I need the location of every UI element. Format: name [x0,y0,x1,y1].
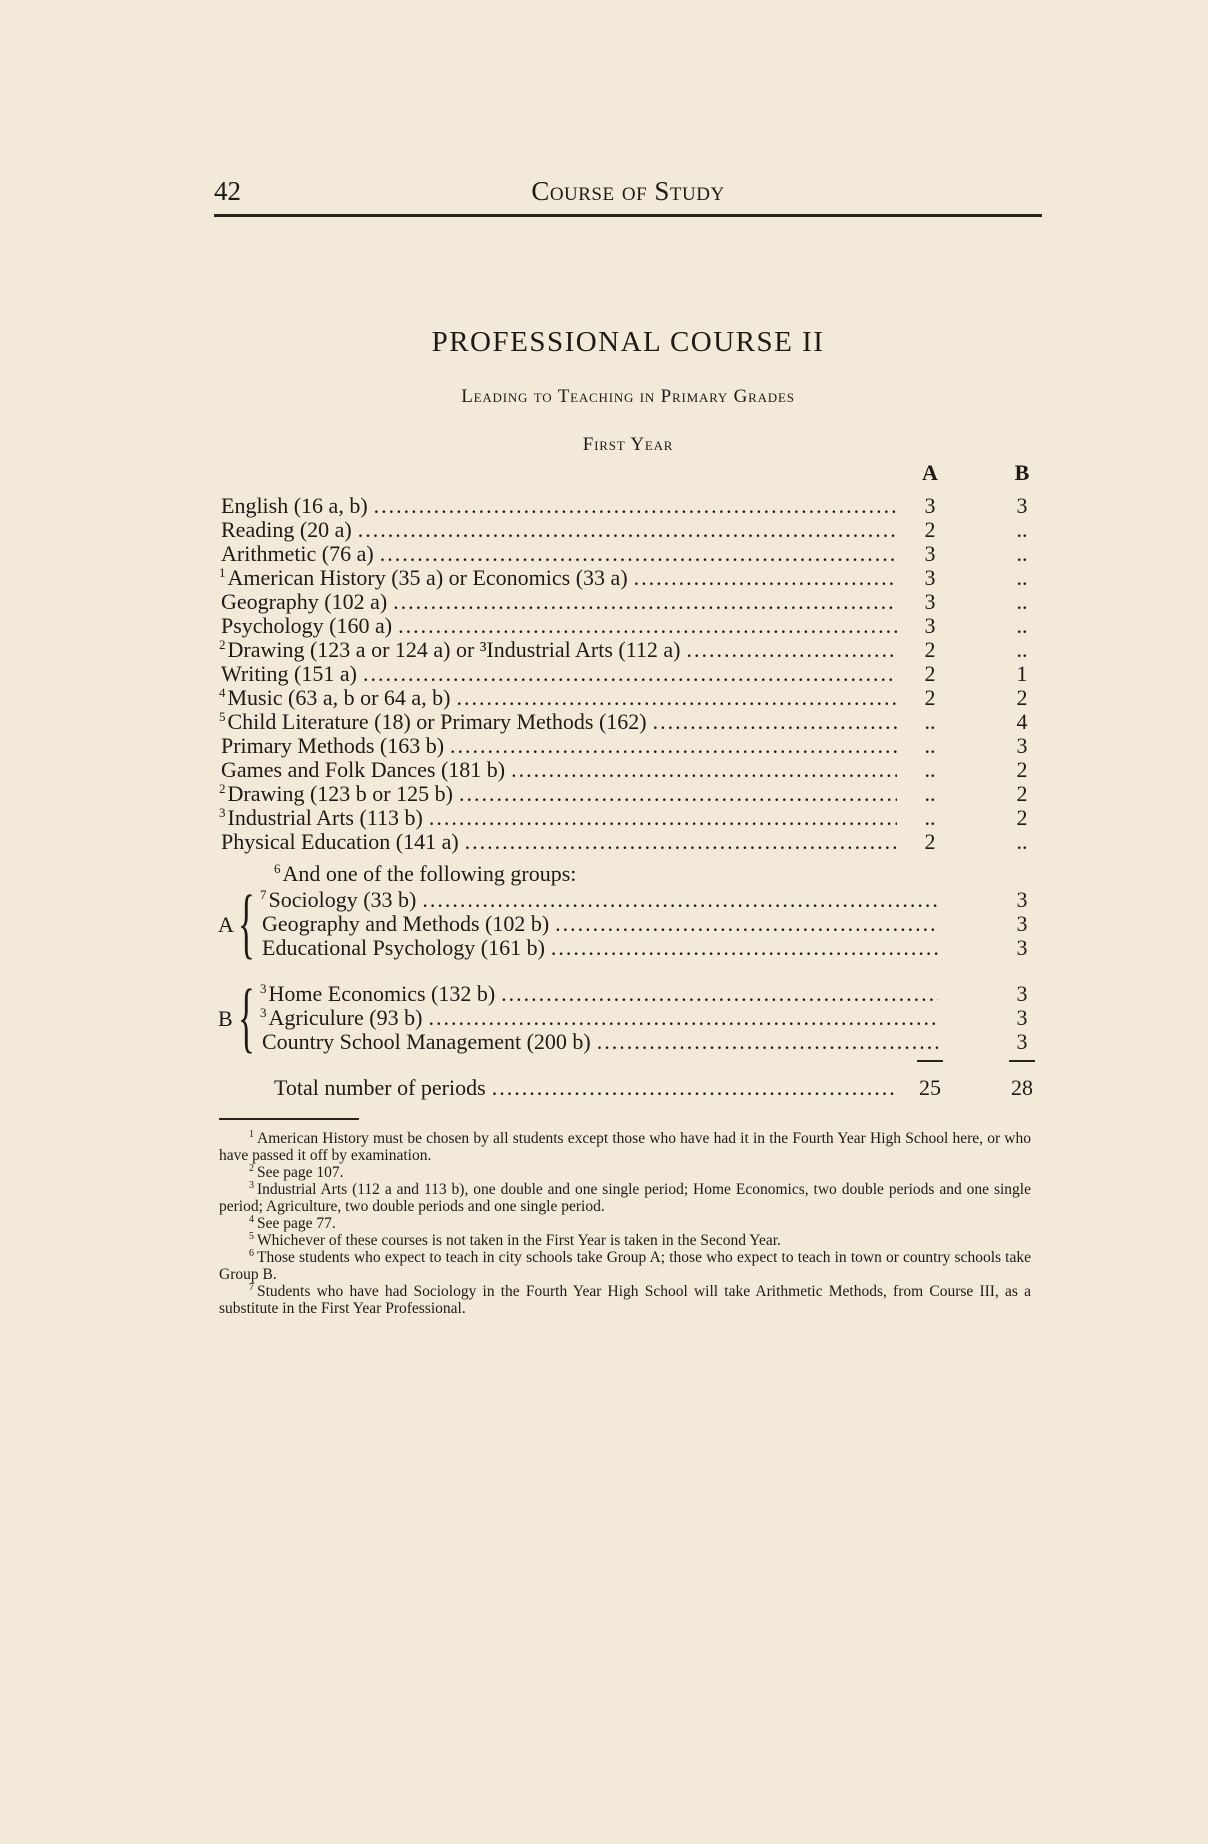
periods-b: 3 [1016,981,1028,1006]
course-row [219,662,1039,686]
periods-b: 2 [1016,805,1028,830]
periods-b: 3 [1016,1005,1028,1030]
course-label: Industrial Arts (113 b) [227,806,423,830]
footnote [219,1181,1031,1215]
column-header-a: A [922,460,938,485]
footnotes [219,1130,1031,1317]
course-label: Agriculure (93 b) [268,1006,423,1030]
footnote-number: 1 [249,1128,254,1140]
footnote [219,1130,1031,1164]
group-b-brace: { [238,973,255,1060]
footnote-ref: 4 [219,686,226,700]
periods-a: .. [924,709,936,734]
periods-a: 2 [924,637,936,662]
course-row [219,758,1039,782]
course-label: Country School Management (200 b) [262,1030,591,1054]
footnote-text: Those students who expect to teach in city schools take Group A; those who expect to teach in town or country schools take Group B. [219,1249,1031,1283]
group-a-row [260,888,1039,912]
footnote-ref: 3 [260,982,267,996]
periods-a: .. [924,733,936,758]
course-label: Drawing (123 b or 125 b) [227,782,453,806]
periods-b: 3 [1016,911,1028,936]
group-b-row [260,1006,1039,1030]
leader-dots [687,638,898,662]
page-header [214,172,1042,216]
periods-a: 2 [924,661,936,686]
periods-b: 2 [1016,781,1028,806]
footnote-ref: 7 [260,888,267,902]
footnote-text: American History must be chosen by all students except those who have had it in the Fourth Year High School here, or who have passed it off by examination. [219,1130,1031,1164]
group-a-row [260,912,1039,936]
year-heading: First Year [582,434,674,455]
course-label: Home Economics (132 b) [268,982,496,1006]
periods-b: 3 [1016,935,1028,960]
footnote-ref: 3 [219,806,226,820]
periods-a: 2 [924,517,936,542]
footnote-ref: 5 [219,710,226,724]
course-row [219,566,1039,590]
leader-dots [450,734,897,758]
periods-b: 3 [1016,887,1028,912]
periods-a: 3 [924,613,936,638]
leader-dots [428,1006,938,1030]
leader-dots [555,912,938,936]
groups-intro-text: And one of the following groups: [282,861,577,886]
running-title: Course of Study [531,176,725,206]
periods-a: 3 [924,541,936,566]
footnote-number: 7 [249,1281,254,1293]
periods-a: .. [924,781,936,806]
page-subtitle: Leading to Teaching in Primary Grades [461,386,795,407]
course-label: Psychology (160 a) [221,614,393,638]
course-label: Reading (20 a) [221,518,352,542]
course-label: English (16 a, b) [221,494,368,518]
course-label: Geography (102 a) [221,590,388,614]
footnote [219,1164,1031,1181]
periods-b: 2 [1016,757,1028,782]
course-label: Physical Education (141 a) [221,830,459,854]
footnote-text: Industrial Arts (112 a and 113 b), one double and one single period; Home Economics, two double periods and one single period; Agriculture, two double periods and one single period. [219,1181,1031,1215]
course-label: American History (35 a) or Economics (33 a) [227,566,628,590]
course-label: Writing (151 a) [221,662,357,686]
course-row [219,638,1039,662]
course-row [219,614,1039,638]
periods-b: 3 [1016,493,1028,518]
leader-dots [551,936,938,960]
footnote-rule [219,1118,359,1120]
leader-dots [380,542,897,566]
periods-a: 3 [924,565,936,590]
course-label: Drawing (123 a or 124 a) or ³Industrial Arts (112 a) [227,638,681,662]
periods-b: 3 [1016,1029,1028,1054]
leader-dots [429,806,897,830]
leader-dots [653,710,897,734]
course-label: Geography and Methods (102 b) [262,912,550,936]
course-label: Primary Methods (163 b) [221,734,445,758]
periods-a: 2 [924,829,936,854]
periods-b: .. [1016,829,1028,854]
course-row [219,806,1039,830]
leader-dots [374,494,897,518]
footnote-ref: 6 [274,860,281,876]
course-label: Music (63 a, b or 64 a, b) [227,686,451,710]
sum-rule-a [917,1060,943,1062]
groups-intro [274,862,576,886]
footnote [219,1283,1031,1317]
periods-b: .. [1016,637,1028,662]
course-label: Educational Psychology (161 b) [262,936,545,960]
group-b-row [260,982,1039,1006]
footnote-text: Whichever of these courses is not taken in the First Year is taken in the Second Year. [257,1232,781,1249]
footnote-number: 5 [249,1230,254,1242]
group-b-row [260,1030,1039,1054]
leader-dots [465,830,897,854]
footnote [219,1249,1031,1283]
footnote-ref: 2 [219,782,226,796]
periods-b: .. [1016,565,1028,590]
leader-dots [363,662,897,686]
leader-dots [459,782,897,806]
leader-dots [634,566,897,590]
footnote [219,1215,1031,1232]
course-row [219,494,1039,518]
course-label: Arithmetic (76 a) [221,542,374,566]
course-label: Sociology (33 b) [268,888,417,912]
total-b: 28 [1011,1075,1033,1100]
footnote-number: 2 [249,1162,254,1174]
course-row [219,830,1039,854]
course-row [219,734,1039,758]
total-label: Total number of periods [274,1076,486,1100]
leader-dots [501,982,938,1006]
column-header-b: B [1014,460,1030,485]
footnote-number: 3 [249,1179,254,1191]
sum-rule-b [1009,1060,1035,1062]
group-b-letter: B [218,1006,233,1031]
periods-b: 3 [1016,733,1028,758]
course-row [219,542,1039,566]
page-title: PROFESSIONAL COURSE II [431,326,825,358]
periods-b: .. [1016,589,1028,614]
course-row [219,590,1039,614]
periods-a: 3 [924,589,936,614]
periods-a: 2 [924,685,936,710]
course-row [219,782,1039,806]
leader-dots [597,1030,938,1054]
footnote-number: 4 [249,1213,254,1225]
group-a-row [260,936,1039,960]
footnote-text: Students who have had Sociology in the Fourth Year High School will take Arithmetic Methods, from Course III, as a substitute in the First Year Professional. [219,1283,1031,1317]
leader-dots [492,1076,898,1100]
footnote-number: 6 [249,1247,254,1259]
footnote-ref: 3 [260,1006,267,1020]
course-row [219,710,1039,734]
total-a: 25 [919,1075,941,1100]
periods-b: 4 [1016,709,1028,734]
footnote-text: See page 107. [257,1164,344,1181]
course-label: Child Literature (18) or Primary Methods (162) [227,710,647,734]
periods-a: .. [924,805,936,830]
footnote-ref: 1 [219,566,226,580]
group-a-brace: { [238,879,255,966]
footnote-text: See page 77. [257,1215,336,1232]
course-row [219,518,1039,542]
periods-a: .. [924,757,936,782]
periods-b: 1 [1016,661,1028,686]
periods-b: .. [1016,613,1028,638]
periods-b: 2 [1016,685,1028,710]
leader-dots [511,758,897,782]
course-row [219,686,1039,710]
page-number: 42 [214,176,241,206]
total-row [274,1076,1039,1100]
periods-b: .. [1016,541,1028,566]
leader-dots [393,590,897,614]
leader-dots [358,518,897,542]
leader-dots [422,888,938,912]
footnote [219,1232,1031,1249]
leader-dots [457,686,897,710]
header-rule [214,214,1042,217]
periods-b: .. [1016,517,1028,542]
leader-dots [398,614,897,638]
periods-a: 3 [924,493,936,518]
group-a-letter: A [218,912,234,937]
footnote-ref: 2 [219,638,226,652]
course-label: Games and Folk Dances (181 b) [221,758,506,782]
